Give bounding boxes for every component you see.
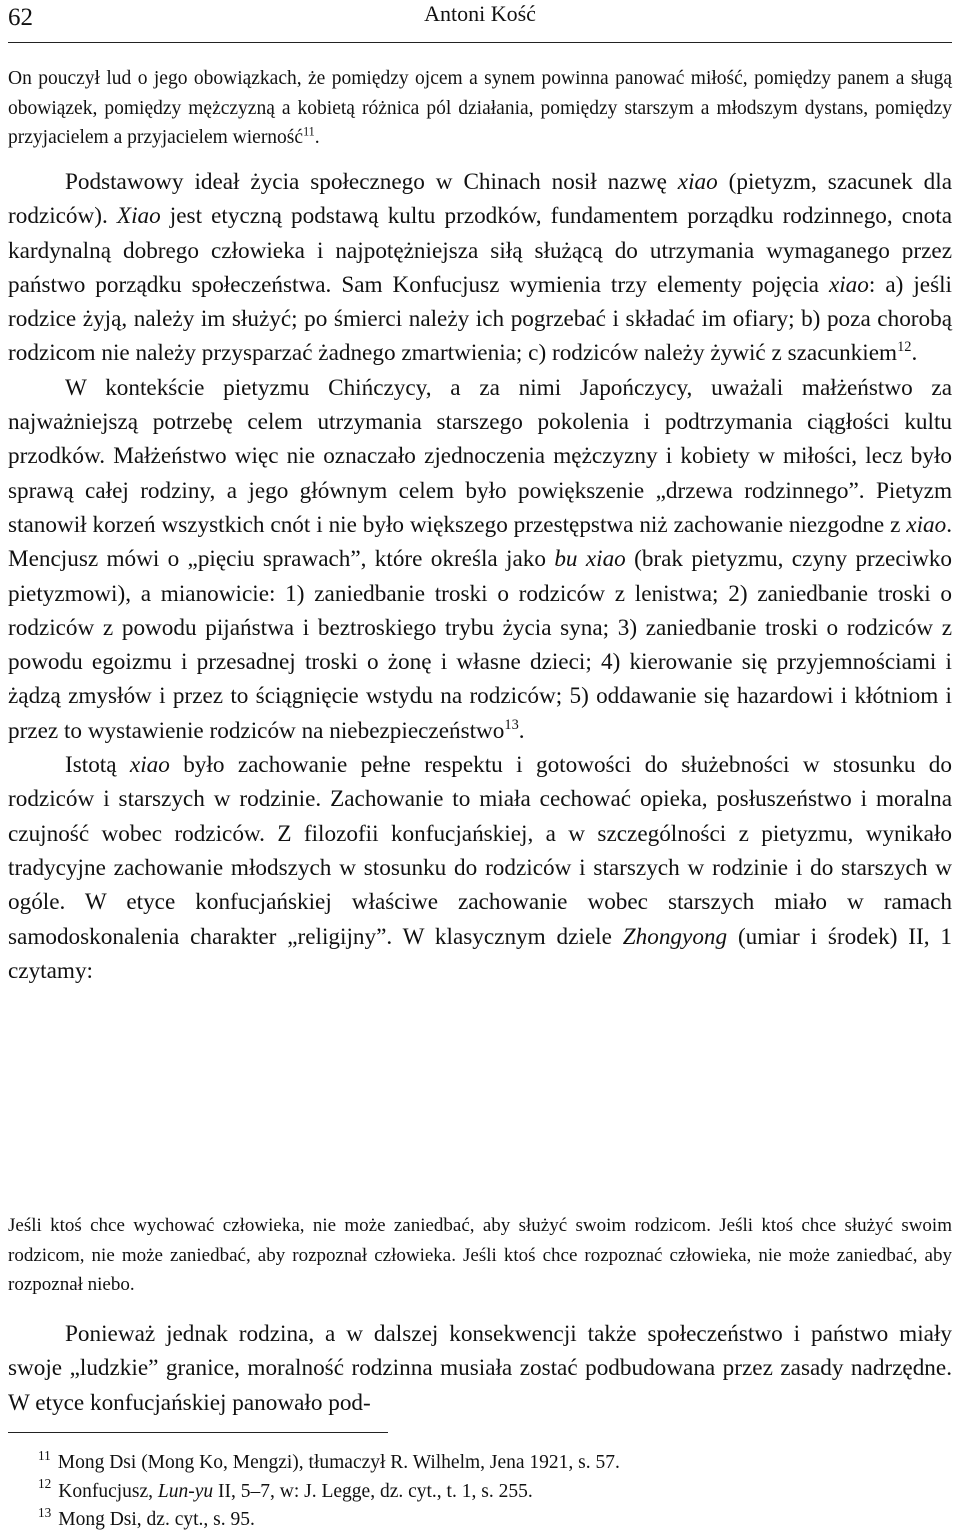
term-xiao: xiao [828,271,869,298]
footnote-separator [8,1432,388,1433]
footnote-title-lun-yu: Lun-yu [157,1480,214,1502]
footnote-13 [38,1506,938,1535]
text-run: było zachowanie pełne respektu i gotowości do służebności w stosunku do rodziców i starszych w rodzinie. Zachowanie to miała cechować opieka, posłuszeństwo i moralna czujność wobec rodziców. Z filozofii konfucjańskiej, a w szczególności z pietyzmu, wynikało tradycyjne zachowanie młodszych w stosunku do rodziców i starszych w rodzinie i do starszych w ogóle. W etyce konfucjańskiej właściwe zachowanie wobec starszych miało w ramach samodoskonalenia charakter „religijny”. W klasycznym dziele [8,752,952,950]
block-quote [8,1211,952,1300]
text-run: (umiar i środek) II, 1 czytamy: [8,923,952,984]
footnote-number: 11 [38,1447,51,1463]
term-xiao: xiao [677,169,718,195]
footnote-number: 12 [38,1476,52,1492]
paragraph-essence [8,748,952,988]
footnotes [38,1449,938,1535]
text-run: (pietyzm, szacunek dla rodziców). [8,169,952,230]
text-run: Ponieważ jednak rodzina, a w dalszej konsekwencji także społeczeństwo i państwo miały swoje „ludzkie” granice, moralność rodzinna musiała zostać podbudowana przez zasady nadrzędne. W etyce konfucjańskiej panowało pod- [8,1321,952,1416]
text-run: W kontekście pietyzmu Chińczycy, a za nimi Japończycy, uważali małżeństwo za najważniejszą potrzebę celem utrzymania starszego pokolenia i podtrzymania ciągłości kultu przodków. Małżeństwo więc nie oznaczało zjednoczenia mężczyzny i kobiety w miłości, lecz było sprawą całej rodziny, a jego głównym celem było powiększenie „drzewa rodzinnego”. Pietyzm stanowił korzeń wszystkich cnót i nie było większego przestępstwa niż zachowanie niezgodne z [8,374,952,538]
text-run: . [911,340,918,367]
text-run: jest etyczną podstawą kultu przodków, fundamentem porządku rodzinnego, cnota kardynalną dobrego człowieka i najpotężniejsza siłą służącą do utrzymania wymaganego przez państwo porządku społeczeństwa. Sam Konfucjusz wymienia trzy elementy pojęcia [8,203,952,298]
footnote-ref-12[interactable]: 12 [897,339,912,356]
text-run: . Mencjusz mówi o „pięciu sprawach”, które określa jako [8,511,952,573]
footnote-text: II, 5–7, w: J. Legge, dz. cyt., t. 1, s. 255. [213,1480,533,1502]
text-run: Istotą [65,752,130,779]
footnote-ref-13[interactable]: 13 [504,716,519,733]
footnote-ref-11[interactable]: 11 [303,124,315,139]
term-xiao: xiao [906,511,947,538]
term-xiao: Xiao [116,203,161,230]
footnote-text: Mong Dsi (Mong Ko, Mengzi), tłumaczył R. Wilhelm, Jena 1921, s. 57. [57,1452,620,1473]
main-body [8,165,952,988]
intro-paragraph [8,64,952,153]
paragraph-marriage [8,371,952,748]
footnote-11 [38,1449,938,1478]
text-run: : a) jeśli rodzice żyją, należy im służyć; po śmierci należy ich pogrzebać i składać im ofiary; b) poza chorobą rodzicom nie należy przysparzać żadnego zmartwienia; c) rodziców należy żywić z szacunkiem [8,271,952,367]
paragraph-boundaries [8,1317,952,1420]
running-head: Antoni Kość [424,1,536,26]
page-number: 62 [8,4,33,31]
term-zhongyong: Zhongyong [622,923,728,950]
text-run: . [518,717,525,744]
footnote-text: Konfucjusz, [58,1480,158,1502]
intro-text: On pouczył lud o jego obowiązkach, że pomiędzy ojcem a synem powinna panować miłość, pomiędzy panem a sługą obowiązek, pomiędzy mężczyzną a kobietą różnica pól działania, pomiędzy starszym a młodszym dystans, pomiędzy przyjacielem a przyjacielem wierność [8,68,952,148]
term-bu-xiao: bu xiao [554,546,626,573]
text-run: (brak pietyzmu, czyny przeciwko pietyzmowi), a mianowicie: 1) zaniedbanie troski o rodziców z lenistwa; 2) zaniedbanie troski o rodziców z powodu pijaństwa i beztroskiego trybu życia syna; 3) zaniedbanie troski o rodziców z powodu egoizmu i przesadnej troski o żonę i własne dzieci; 4) kierowanie się przyjemnościami i żądzą zmysłów i przez to ściągnięcie wstydu na rodziców; 5) oddawanie się hazardowi i kłótniom i przez to wystawienie rodziców na niebezpieczeństwo [8,546,953,744]
paragraph-xiao-ideal [8,165,952,371]
quote-text: Jeśli ktoś chce wychować człowieka, nie może zaniedbać, aby służyć swoim rodzicom. Jeśli ktoś chce służyć swoim rodzicom, nie może zaniedbać, aby rozpoznał człowieka. Jeśli ktoś chce rozpoznać człowieka, nie może zaniedbać, aby rozpoznał niebo. [8,1215,952,1295]
text-run: Podstawowy ideał życia społecznego w Chinach nosił nazwę [65,169,678,195]
intro-end: . [314,127,320,148]
term-xiao: xiao [129,752,170,779]
footnote-text: Mong Dsi, dz. cyt., s. 95. [58,1509,255,1530]
page-header [8,0,952,43]
footnote-12 [38,1478,938,1507]
footnote-number: 13 [38,1504,52,1520]
